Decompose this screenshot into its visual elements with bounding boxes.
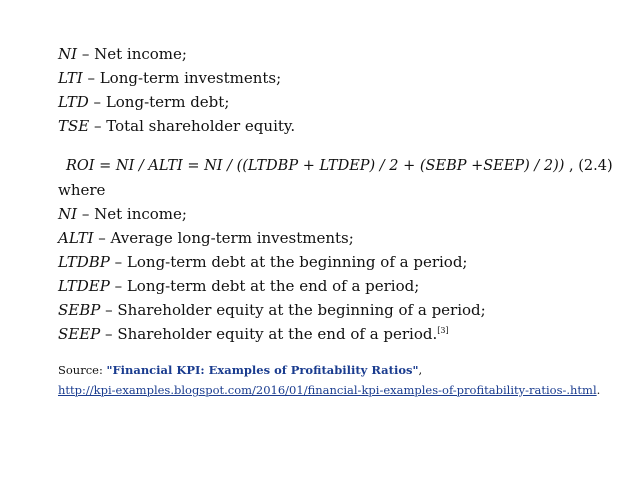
definition-ni-bottom [58, 202, 628, 226]
source-end: . [596, 383, 601, 397]
source-separator: , [418, 363, 423, 377]
source-title-link[interactable]: "Financial KPI: Examples of Profitability Ratios" [106, 363, 419, 377]
term-description: – Net income; [77, 205, 187, 223]
definition-alti [58, 226, 628, 250]
formula-expression: ROI = NI / ALTI = NI / ((LTDBP + LTDEP) / 2 + (SEBP +SEEP) / 2)) [66, 158, 565, 174]
term-abbreviation: SEBP [58, 301, 101, 319]
definition-ltdbp [58, 250, 628, 274]
term-description: – Net income; [77, 45, 187, 63]
definition-lti [58, 66, 628, 90]
term-description: – Shareholder equity at the end of a period. [100, 325, 438, 343]
definition-ltd [58, 90, 628, 114]
source-url-link[interactable]: http://kpi-examples.blogspot.com/2016/01/financial-kpi-examples-of-profitability-ratios-.html [58, 383, 597, 397]
term-abbreviation: LTDBP [58, 253, 110, 271]
definition-ltdep [58, 274, 628, 298]
reference-marker[interactable]: [3] [437, 326, 449, 335]
formula-number: , (2.4) [564, 158, 613, 174]
spacer [58, 138, 628, 154]
term-abbreviation: TSE [58, 117, 90, 135]
term-description: – Average long-term investments; [93, 229, 354, 247]
term-description: – Long-term debt; [88, 93, 230, 111]
document-body [58, 42, 628, 400]
term-abbreviation: ALTI [58, 229, 94, 247]
term-abbreviation: SEEP [58, 325, 101, 343]
term-description: – Long-term debt at the beginning of a period; [109, 253, 468, 271]
definition-ni-top [58, 42, 628, 66]
definition-sebp [58, 298, 628, 322]
term-abbreviation: LTD [58, 93, 89, 111]
term-abbreviation: LTDEP [58, 277, 110, 295]
term-abbreviation: LTI [58, 69, 83, 87]
term-description: – Total shareholder equity. [89, 117, 296, 135]
definition-tse [58, 114, 628, 138]
source-label: Source: [58, 363, 107, 377]
roi-formula [58, 154, 628, 178]
source-citation [58, 360, 628, 400]
term-description: – Long-term debt at the end of a period; [109, 277, 420, 295]
term-abbreviation: NI [58, 205, 78, 223]
term-abbreviation: NI [58, 45, 78, 63]
definition-seep [58, 322, 628, 346]
where-label: where [58, 181, 106, 199]
term-description: – Long-term investments; [82, 69, 282, 87]
term-description: – Shareholder equity at the beginning of a period; [100, 301, 486, 319]
